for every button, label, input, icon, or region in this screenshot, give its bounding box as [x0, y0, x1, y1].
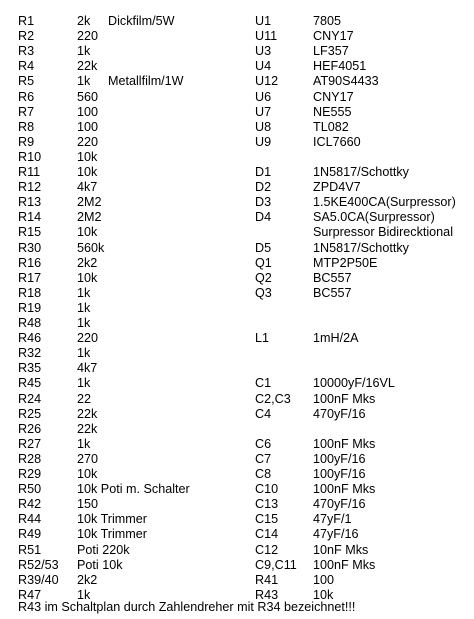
right-ref: C14 [255, 527, 279, 542]
left-ref: R44 [18, 512, 42, 527]
left-value: 220 [77, 134, 99, 149]
right-value: LF357 [313, 44, 349, 59]
left-ref: R3 [18, 44, 35, 59]
left-ref: R46 [18, 331, 42, 346]
left-value: 10k [77, 165, 98, 179]
left-value: 4k7 [77, 361, 98, 376]
right-ref: U3 [255, 44, 272, 59]
right-ref: D2 [255, 180, 272, 195]
left-ref: R32 [18, 346, 42, 361]
right-value: 1.5KE400CA(Surpressor) [313, 195, 456, 210]
right-ref: D5 [255, 240, 272, 255]
left-ref: R18 [18, 285, 42, 300]
right-ref: C12 [255, 542, 279, 557]
left-ref: R47 [18, 587, 42, 602]
right-value: BC557 [313, 270, 352, 285]
right-ref: U9 [255, 134, 272, 149]
left-value: 560 [77, 89, 99, 104]
right-value: 100yF/16 [313, 451, 366, 466]
right-ref: C4 [255, 406, 272, 421]
right-ref: U11 [255, 29, 278, 44]
right-ref: C10 [255, 482, 279, 497]
left-ref: R1 [18, 14, 35, 28]
right-ref: C2,C3 [255, 391, 291, 406]
right-value: 100nF Mks [313, 391, 376, 406]
right-ref: D4 [255, 210, 272, 225]
left-value: 1k [77, 316, 91, 330]
right-ref: C8 [255, 467, 272, 481]
right-value: 100nF Mks [313, 557, 376, 572]
right-value: Surpressor Bidirecktional [313, 225, 453, 240]
left-value: 1k [77, 44, 91, 59]
right-value: 470yF/16 [313, 406, 366, 421]
left-ref: R12 [18, 180, 42, 195]
left-value: 220 [77, 29, 99, 44]
left-value: 10k Trimmer [77, 512, 147, 527]
right-ref: U1 [255, 14, 272, 28]
right-value: HEF4051 [313, 59, 367, 74]
left-value: 1k [77, 376, 91, 391]
left-value: 2k2 [77, 255, 98, 270]
right-value: 10k [313, 587, 334, 602]
right-value: 1N5817/Schottky [313, 165, 409, 179]
left-value: 100 [77, 119, 99, 134]
right-ref: Q2 [255, 270, 272, 285]
left-ref: R6 [18, 89, 35, 104]
right-value: 7805 [313, 14, 342, 28]
left-ref: R2 [18, 29, 35, 44]
left-value: 1k [77, 74, 91, 89]
right-ref: U12 [255, 74, 279, 89]
left-ref: R5 [18, 74, 35, 89]
left-value: 2M2 [77, 195, 102, 210]
right-value: 100nF Mks [313, 436, 376, 451]
left-ref: R30 [18, 240, 42, 255]
left-ref: R10 [18, 149, 42, 164]
right-value: SA5.0CA(Surpressor) [313, 210, 435, 225]
left-ref: R14 [18, 210, 42, 225]
left-ref: R49 [18, 527, 42, 542]
left-note: Dickfilm/5W [108, 14, 175, 28]
left-ref: R9 [18, 134, 35, 149]
left-value: 1k [77, 346, 91, 361]
right-value: 100nF Mks [313, 482, 376, 497]
left-ref: R13 [18, 195, 42, 210]
left-value: 1k [77, 436, 91, 451]
left-ref: R19 [18, 300, 42, 315]
right-ref: D3 [255, 195, 272, 210]
left-value: 10k Poti m. Schalter [77, 482, 190, 497]
right-ref: R41 [255, 572, 279, 587]
left-ref: R4 [18, 59, 35, 74]
left-value: 10k Trimmer [77, 527, 147, 542]
right-ref: Q3 [255, 285, 272, 300]
left-value: 22k [77, 406, 98, 421]
left-ref: R7 [18, 104, 35, 119]
left-ref: R17 [18, 270, 42, 285]
left-value: 2M2 [77, 210, 102, 225]
left-value: 10k [77, 270, 98, 285]
right-ref: C9,C11 [255, 557, 297, 572]
left-ref: R11 [18, 165, 41, 179]
left-value: 100 [77, 104, 99, 119]
left-value: 560k [77, 240, 105, 255]
right-value: ICL7660 [313, 134, 361, 149]
right-value: 470yF/16 [313, 497, 366, 512]
left-ref: R26 [18, 421, 42, 436]
right-ref: U8 [255, 119, 272, 134]
left-ref: R48 [18, 316, 42, 330]
right-ref: C6 [255, 436, 272, 451]
right-value: 10nF Mks [313, 542, 369, 557]
right-value: 1mH/2A [313, 331, 359, 346]
right-value: CNY17 [313, 89, 354, 104]
left-ref: R52/53 [18, 557, 59, 572]
right-ref: L1 [255, 331, 270, 346]
left-ref: R35 [18, 361, 42, 376]
left-value: 22k [77, 421, 98, 436]
left-value: Poti 220k [77, 542, 130, 557]
left-value: 150 [77, 497, 99, 512]
right-value: BC557 [313, 285, 352, 300]
left-ref: R42 [18, 497, 42, 512]
left-value: 270 [77, 451, 99, 466]
left-value: 1k [77, 587, 91, 602]
right-value: ZPD4V7 [313, 180, 361, 195]
left-value: 10k [77, 149, 98, 164]
right-ref: C15 [255, 512, 279, 527]
right-ref: C13 [255, 497, 279, 512]
left-value: 10k [77, 225, 98, 240]
right-ref: U7 [255, 104, 272, 119]
left-ref: R25 [18, 406, 42, 421]
left-value: 2k [77, 14, 91, 28]
left-ref: R15 [18, 225, 42, 240]
right-value: 100 [313, 572, 335, 587]
left-ref: R24 [18, 391, 42, 406]
left-ref: R45 [18, 376, 42, 391]
left-ref: R16 [18, 255, 42, 270]
left-value: 2k2 [77, 572, 98, 587]
left-value: 22k [77, 59, 98, 74]
left-value: 22 [77, 391, 92, 406]
right-value: CNY17 [313, 29, 354, 44]
right-value: MTP2P50E [313, 255, 378, 270]
right-value: 47yF/1 [313, 512, 352, 527]
left-ref: R8 [18, 119, 35, 134]
right-value: 10000yF/16VL [313, 376, 395, 391]
left-ref: R51 [18, 542, 42, 557]
left-value: 4k7 [77, 180, 98, 195]
left-ref: R27 [18, 436, 42, 451]
left-ref: R39/40 [18, 572, 59, 587]
left-ref: R29 [18, 467, 42, 481]
right-ref: Q1 [255, 255, 272, 270]
footnote: R43 im Schaltplan durch Zahlendreher mit R34 bezeichnet!!! [18, 600, 356, 614]
right-ref: D1 [255, 165, 272, 179]
right-ref: U4 [255, 59, 272, 74]
left-value: 220 [77, 331, 99, 346]
right-value: 100yF/16 [313, 467, 366, 481]
right-value: NE555 [313, 104, 352, 119]
left-value: 1k [77, 285, 91, 300]
left-value: Poti 10k [77, 557, 123, 572]
right-ref: U6 [255, 89, 272, 104]
right-value: 47yF/16 [313, 527, 359, 542]
left-value: 1k [77, 300, 91, 315]
right-ref: C7 [255, 451, 272, 466]
left-value: 10k [77, 467, 98, 481]
right-ref: R43 [255, 587, 279, 602]
right-value: AT90S4433 [313, 74, 379, 89]
right-ref: C1 [255, 376, 272, 391]
right-value: TL082 [313, 119, 349, 134]
left-ref: R28 [18, 451, 42, 466]
left-ref: R50 [18, 482, 42, 497]
left-note: Metallfilm/1W [108, 74, 184, 89]
right-value: 1N5817/Schottky [313, 240, 409, 255]
